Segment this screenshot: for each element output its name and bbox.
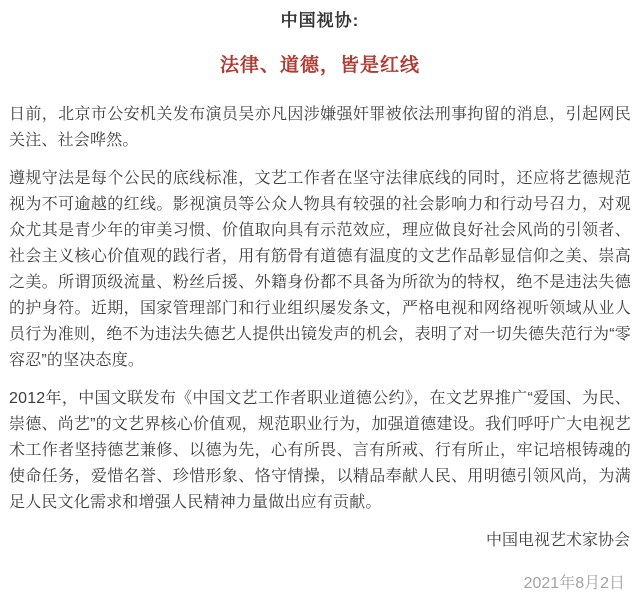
signature-organization: 中国电视艺术家协会	[485, 532, 630, 549]
paragraph-intro: 日前，北京市公安机关发布演员吴亦凡因涉嫌强奸罪被依法刑事拘留的消息，引起网民关注、社会哗然。	[9, 106, 631, 149]
paragraph-appeal: 2012年，中国文联发布《中国文艺工作者职业道德公约》，在文艺界推广“爱国、为民、崇德、尚艺”的文艺界核心价值观，规范职业行为，加强道德建设。我们呼吁广大电视艺术工作者坚持德艺兼修、以德为先，心有所畏、言有所戒、行有所止，牢记培根铸魂的使命任务，爱惜名誉、珍惜形象、恪守情操，以精品奉献人民、用明德引领风尚，为满足人民文化需求和增强人民精神力量做出应有贡献。	[9, 390, 631, 511]
paragraph-bottom-line: 遵规守法是每个公民的底线标准，文艺工作者在坚守法律底线的同时，还应将艺德规范视为不可逾越的红线。影视演员等公众人物具有较强的社会影响力和行动号召力，对观众尤其是青少年的审美习惯、价值取向具有示范效应，理应做良好社会风尚的引领者、社会主义核心价值观的践行者，用有筋骨有道德有温度的文艺作品彰显信仰之美、崇高之美。所谓顶级流量、粉丝后援、外籍身份都不具备为所欲为的特权，绝不是违法失德的护身符。近期，国家管理部门和行业组织屡发条文，严格电视和网络视听领域从业人员行为准则，绝不为违法失德艺人提供出镜发声的机会，表明了对一切失德失范行为“零容忍”的坚决态度。	[9, 170, 631, 369]
document-title: 中国视协:	[280, 11, 360, 30]
document-subtitle: 法律、道德，皆是红线	[219, 55, 420, 76]
document-date: 2021年8月2日	[523, 575, 625, 592]
